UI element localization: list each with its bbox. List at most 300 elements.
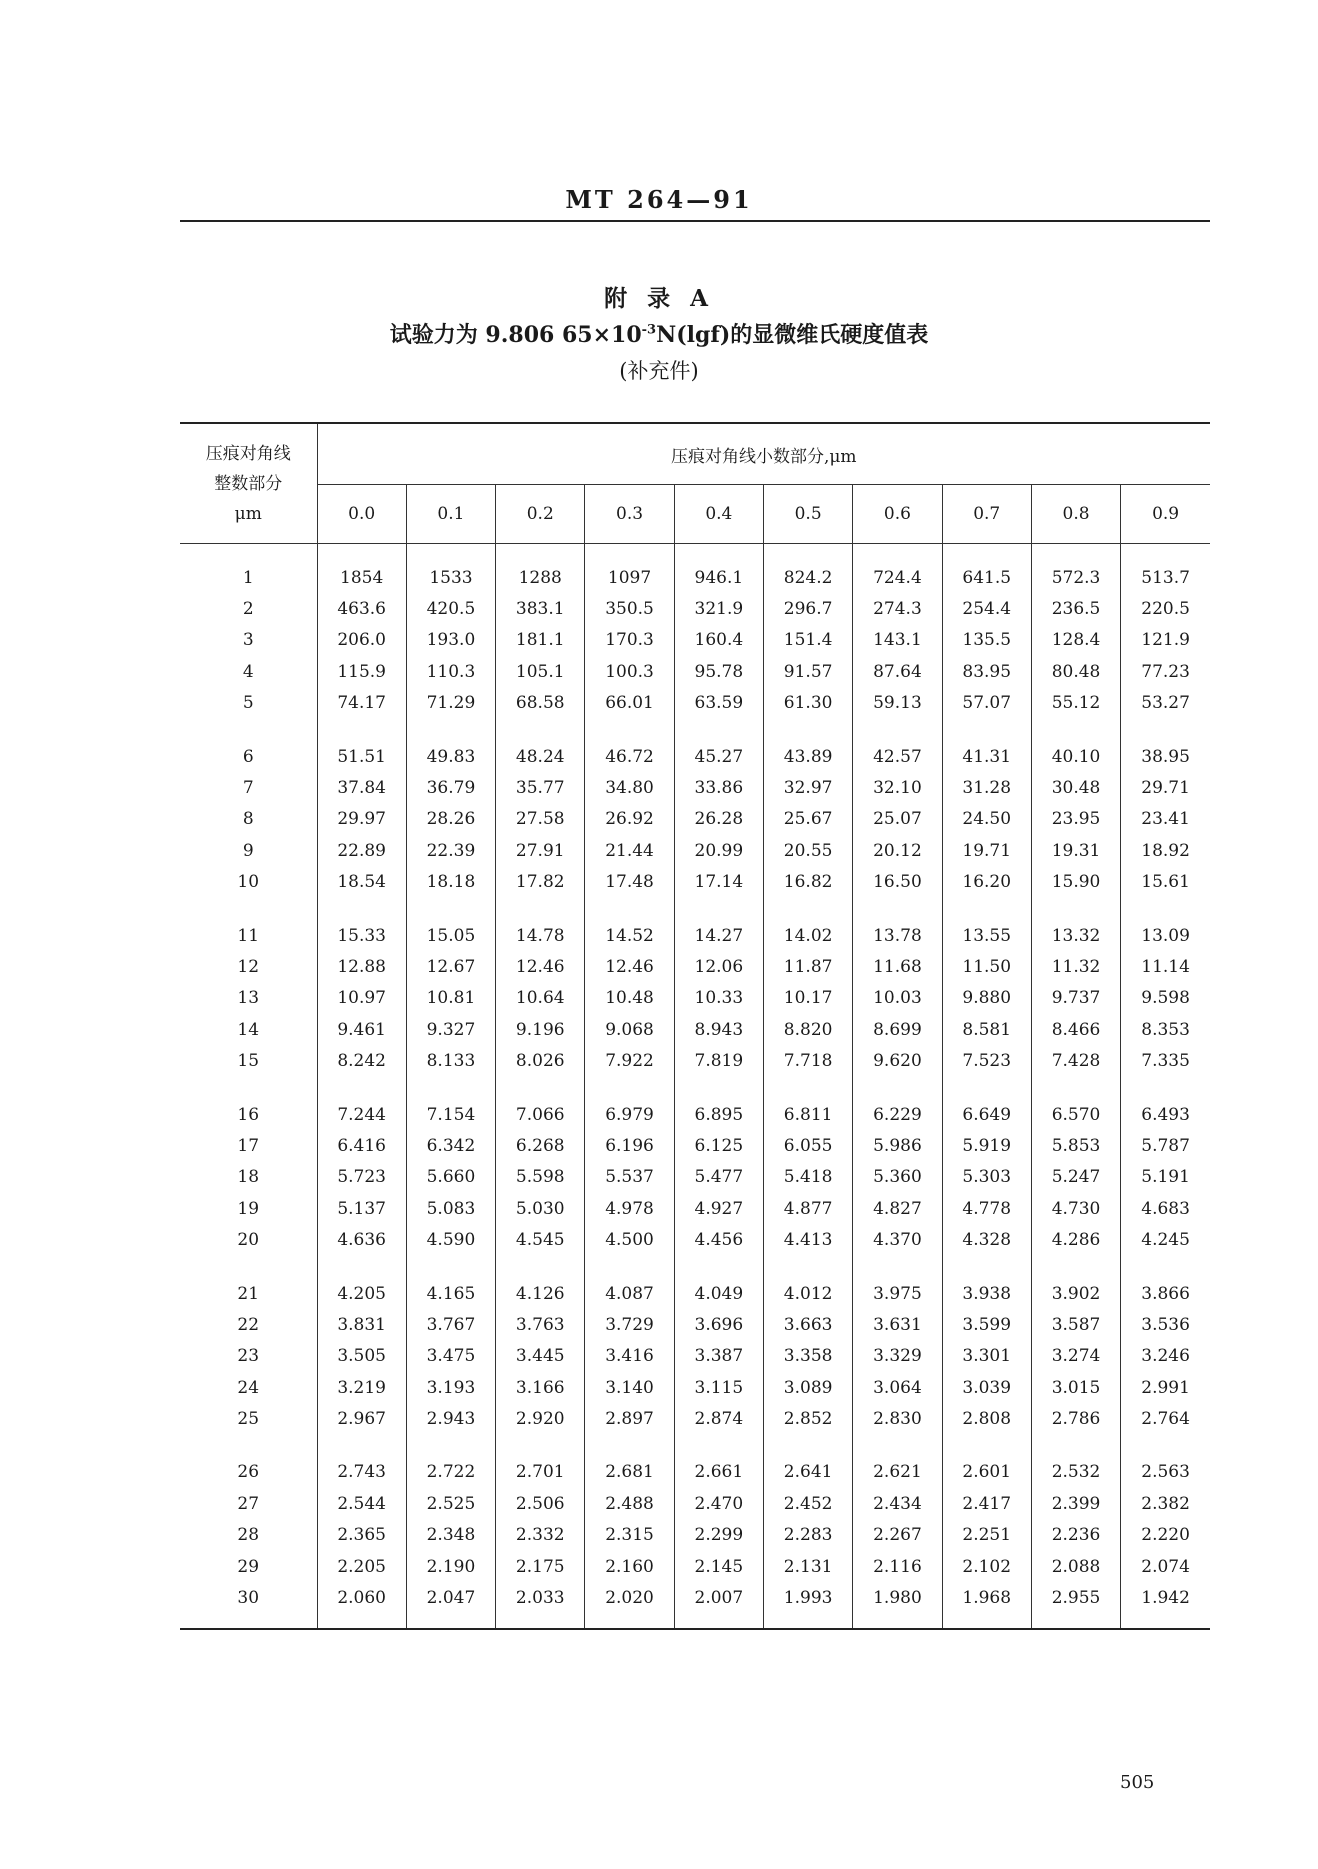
row-label: 13: [180, 983, 317, 1014]
spacer-cell: [180, 719, 317, 741]
row-label: 10: [180, 867, 317, 898]
table-cell: 3.301: [942, 1341, 1031, 1372]
table-cell: 18.54: [317, 867, 406, 898]
row-label: 5: [180, 688, 317, 719]
table-cell: 2.365: [317, 1520, 406, 1551]
table-cell: 572.3: [1031, 544, 1120, 594]
row-header-line: 整数部分: [214, 473, 283, 494]
spacer-cell: [853, 898, 942, 920]
table-row: [180, 951, 1210, 982]
row-label: 15: [180, 1045, 317, 1076]
table-cell: 7.428: [1031, 1045, 1120, 1076]
table-cell: 3.902: [1031, 1278, 1120, 1309]
table-cell: 48.24: [496, 741, 585, 772]
table-cell: 22.39: [406, 835, 495, 866]
table-cell: 15.05: [406, 920, 495, 951]
table-cell: 2.563: [1141, 1462, 1190, 1483]
table-cell: 2.621: [853, 1457, 942, 1488]
spacer-cell: [674, 1077, 763, 1099]
table-cell: 1854: [317, 544, 406, 594]
table-cell: 4.927: [674, 1193, 763, 1224]
table-cell: 2.470: [674, 1488, 763, 1519]
table-cell: 6.979: [585, 1099, 674, 1130]
table-cell: 1.942: [1141, 1588, 1190, 1609]
table-cell: 11.50: [942, 951, 1031, 982]
table-cell: 4.165: [406, 1278, 495, 1309]
table-cell: 2.991: [1141, 1377, 1190, 1398]
table-cell: 2.897: [585, 1403, 674, 1434]
table-cell: 3.193: [406, 1372, 495, 1403]
table-cell: 17.14: [674, 867, 763, 898]
table-cell: 9.461: [317, 1014, 406, 1045]
table-cell: 2.544: [317, 1488, 406, 1519]
spacer-cell: [1031, 1256, 1120, 1278]
table-cell: 45.27: [674, 741, 763, 772]
table-cell: 49.83: [406, 741, 495, 772]
table-cell: 3.166: [496, 1372, 585, 1403]
table-cell: 17.82: [496, 867, 585, 898]
table-cell: 40.10: [1031, 741, 1120, 772]
table-cell: 220.5: [1141, 599, 1190, 620]
spacer-cell: [406, 1435, 495, 1457]
table-cell: 27.58: [496, 804, 585, 835]
table-cell: 1.968: [942, 1582, 1031, 1628]
table-cell: 13.32: [1031, 920, 1120, 951]
spacer-cell: [406, 1256, 495, 1278]
row-label: 28: [180, 1520, 317, 1551]
table-cell: 4.730: [1031, 1193, 1120, 1224]
table-cell: 128.4: [1031, 625, 1120, 656]
table-cell: 8.699: [853, 1014, 942, 1045]
table-cell: 18.92: [1141, 840, 1190, 861]
table-cell: 3.219: [317, 1372, 406, 1403]
table-cell: 2.417: [942, 1488, 1031, 1519]
table-cell: 55.12: [1031, 688, 1120, 719]
header-rule: [180, 220, 1210, 222]
table-cell: 15.90: [1031, 867, 1120, 898]
table-cell: 2.348: [406, 1520, 495, 1551]
table-cell: 383.1: [496, 593, 585, 624]
row-label: 18: [180, 1162, 317, 1193]
row-label: 21: [180, 1278, 317, 1309]
table-cell: 10.17: [763, 983, 852, 1014]
spacer-cell: [585, 719, 674, 741]
table-cell: 110.3: [406, 656, 495, 687]
spacer-cell: [317, 719, 406, 741]
table-cell: 6.416: [317, 1130, 406, 1161]
row-label: 7: [180, 772, 317, 803]
table-cell: 4.778: [942, 1193, 1031, 1224]
table-cell: 4.049: [674, 1278, 763, 1309]
table-cell: 160.4: [674, 625, 763, 656]
spacer-cell: [317, 898, 406, 920]
table-cell: 11.87: [763, 951, 852, 982]
table-cell: 30.48: [1031, 772, 1120, 803]
table-cell: 5.360: [853, 1162, 942, 1193]
table-cell: 6.055: [763, 1130, 852, 1161]
table-cell: 7.244: [317, 1099, 406, 1130]
spacer-cell: [585, 1256, 674, 1278]
spacer-cell: [853, 719, 942, 741]
spacer-cell: [853, 1256, 942, 1278]
table-row: [180, 983, 1210, 1014]
table-row: [180, 1403, 1210, 1434]
table-cell: 21.44: [585, 835, 674, 866]
spacer-cell: [496, 1435, 585, 1457]
spacer-cell: [763, 1435, 852, 1457]
table-cell: 13.09: [1141, 925, 1190, 946]
table-row: [180, 741, 1210, 772]
spacer-cell: [180, 1077, 317, 1099]
table-cell: 24.50: [942, 804, 1031, 835]
table-row: [180, 1162, 1210, 1193]
table-cell: 53.27: [1141, 693, 1190, 714]
table-cell: 19.31: [1031, 835, 1120, 866]
table-cell: 3.039: [942, 1372, 1031, 1403]
row-label: 9: [180, 835, 317, 866]
row-label: 27: [180, 1488, 317, 1519]
table-cell: 2.532: [1031, 1457, 1120, 1488]
table-row: [180, 625, 1210, 656]
table-cell: 193.0: [406, 625, 495, 656]
table-cell: 236.5: [1031, 593, 1120, 624]
table-cell: 2.332: [496, 1520, 585, 1551]
table-cell: 13.78: [853, 920, 942, 951]
table-cell: 14.52: [585, 920, 674, 951]
table-cell: 2.830: [853, 1403, 942, 1434]
table-cell: 206.0: [317, 625, 406, 656]
spacer-cell: [406, 1077, 495, 1099]
table-cell: 3.475: [406, 1341, 495, 1372]
table-cell: 20.12: [853, 835, 942, 866]
table-cell: 420.5: [406, 593, 495, 624]
table-cell: 5.303: [942, 1162, 1031, 1193]
table-cell: 7.922: [585, 1045, 674, 1076]
table-cell: 16.50: [853, 867, 942, 898]
row-group-spacer: [180, 1435, 1210, 1457]
table-cell: 4.683: [1141, 1198, 1190, 1219]
table-cell: 6.895: [674, 1099, 763, 1130]
spacer-cell: [942, 1435, 1031, 1457]
table-cell: 3.015: [1031, 1372, 1120, 1403]
row-label: 23: [180, 1341, 317, 1372]
table-cell: 5.418: [763, 1162, 852, 1193]
table-cell: 12.88: [317, 951, 406, 982]
row-group-spacer: [180, 898, 1210, 920]
table-cell: 3.729: [585, 1309, 674, 1340]
table-cell: 38.95: [1141, 746, 1190, 767]
table-cell: 2.382: [1141, 1493, 1190, 1514]
table-cell: 4.545: [496, 1224, 585, 1255]
table-cell: 2.722: [406, 1457, 495, 1488]
spacer-cell: [853, 1077, 942, 1099]
spacer-cell: [585, 1435, 674, 1457]
table-cell: 3.831: [317, 1309, 406, 1340]
table-row: [180, 1014, 1210, 1045]
table-cell: 2.131: [763, 1551, 852, 1582]
table-cell: 2.525: [406, 1488, 495, 1519]
spacer-cell: [942, 719, 1031, 741]
column-header: 0.4: [674, 485, 763, 544]
table-cell: 6.570: [1031, 1099, 1120, 1130]
spacer-cell: [942, 898, 1031, 920]
table-row: [180, 1045, 1210, 1076]
table-cell: 12.06: [674, 951, 763, 982]
table-cell: 28.26: [406, 804, 495, 835]
table-cell: 2.145: [674, 1551, 763, 1582]
table-cell: 3.416: [585, 1341, 674, 1372]
spacer-cell: [180, 1435, 317, 1457]
row-label: 24: [180, 1372, 317, 1403]
spacer-cell: [763, 1077, 852, 1099]
table-cell: 5.537: [585, 1162, 674, 1193]
table-cell: 6.268: [496, 1130, 585, 1161]
column-header: 0.8: [1031, 485, 1120, 544]
table-cell: 350.5: [585, 593, 674, 624]
table-row: [180, 772, 1210, 803]
table-cell: 42.57: [853, 741, 942, 772]
table-cell: 10.33: [674, 983, 763, 1014]
spacer-cell: [674, 898, 763, 920]
table-cell: 3.387: [674, 1341, 763, 1372]
table-cell: 4.413: [763, 1224, 852, 1255]
table-row: [180, 1224, 1210, 1255]
table-cell: 6.342: [406, 1130, 495, 1161]
table-cell: 22.89: [317, 835, 406, 866]
table-cell: 9.737: [1031, 983, 1120, 1014]
table-cell: 2.020: [585, 1582, 674, 1628]
spacer-cell: [763, 719, 852, 741]
table-cell: 3.274: [1031, 1341, 1120, 1372]
table-cell: 724.4: [853, 544, 942, 594]
table-cell: 5.137: [317, 1193, 406, 1224]
table-cell: 63.59: [674, 688, 763, 719]
spacer-cell: [1121, 1435, 1210, 1457]
table-title-exponent: -3: [641, 322, 657, 338]
table-cell: 3.767: [406, 1309, 495, 1340]
table-cell: 296.7: [763, 593, 852, 624]
table-cell: 2.641: [763, 1457, 852, 1488]
table-cell: 2.060: [317, 1582, 406, 1628]
table-cell: 1097: [585, 544, 674, 594]
table-cell: 4.827: [853, 1193, 942, 1224]
table-cell: 8.820: [763, 1014, 852, 1045]
spacer-cell: [674, 1256, 763, 1278]
table-cell: 5.853: [1031, 1130, 1120, 1161]
table-cell: 2.874: [674, 1403, 763, 1434]
table-cell: 1.993: [763, 1582, 852, 1628]
table-row: [180, 1457, 1210, 1488]
column-header: 0.6: [853, 485, 942, 544]
table-cell: 87.64: [853, 656, 942, 687]
table-cell: 7.335: [1141, 1051, 1190, 1072]
table-cell: 2.661: [674, 1457, 763, 1488]
table-cell: 2.452: [763, 1488, 852, 1519]
row-header-line: 压痕对角线: [205, 443, 291, 464]
table-cell: 4.205: [317, 1278, 406, 1309]
table-cell: 13.55: [942, 920, 1031, 951]
table-row: [180, 920, 1210, 951]
table-row: [180, 1551, 1210, 1582]
table-cell: 4.456: [674, 1224, 763, 1255]
table-row: [180, 688, 1210, 719]
table-row: [180, 1193, 1210, 1224]
row-label: 1: [180, 544, 317, 594]
table-cell: 121.9: [1141, 630, 1190, 651]
table-cell: 3.505: [317, 1341, 406, 1372]
table-cell: 7.523: [942, 1045, 1031, 1076]
table-cell: 11.32: [1031, 951, 1120, 982]
table-cell: 9.196: [496, 1014, 585, 1045]
table-cell: 4.636: [317, 1224, 406, 1255]
table-cell: 8.943: [674, 1014, 763, 1045]
column-header: 0.3: [585, 485, 674, 544]
table-cell: 2.943: [406, 1403, 495, 1434]
table-cell: 66.01: [585, 688, 674, 719]
table-row: [180, 1278, 1210, 1309]
table-cell: 2.506: [496, 1488, 585, 1519]
table-cell: 9.880: [942, 983, 1031, 1014]
table-cell: 5.477: [674, 1162, 763, 1193]
spacer-cell: [585, 898, 674, 920]
table-cell: 3.329: [853, 1341, 942, 1372]
table-cell: 59.13: [853, 688, 942, 719]
table-cell: 23.95: [1031, 804, 1120, 835]
spacer-cell: [674, 719, 763, 741]
table-cell: 2.920: [496, 1403, 585, 1434]
column-header: 0.7: [942, 485, 1031, 544]
row-label: 12: [180, 951, 317, 982]
table-cell: 3.536: [1141, 1314, 1190, 1335]
table-row: [180, 1488, 1210, 1519]
table-row: [180, 656, 1210, 687]
spacer-cell: [942, 1256, 1031, 1278]
table-cell: 25.07: [853, 804, 942, 835]
table-cell: 11.14: [1141, 956, 1190, 977]
row-label: 26: [180, 1457, 317, 1488]
table-cell: 824.2: [763, 544, 852, 594]
table-cell: 2.743: [317, 1457, 406, 1488]
spacer-cell: [674, 1435, 763, 1457]
table-cell: 10.64: [496, 983, 585, 1014]
table-cell: 9.620: [853, 1045, 942, 1076]
row-group-spacer: [180, 719, 1210, 741]
table-cell: 80.48: [1031, 656, 1120, 687]
table-cell: 100.3: [585, 656, 674, 687]
table-cell: 5.083: [406, 1193, 495, 1224]
table-cell: 8.026: [496, 1045, 585, 1076]
table-cell: 1.980: [853, 1582, 942, 1628]
table-cell: 3.663: [763, 1309, 852, 1340]
table-cell: 2.299: [674, 1520, 763, 1551]
spacer-cell: [1031, 1435, 1120, 1457]
table-cell: 3.064: [853, 1372, 942, 1403]
table-cell: 3.246: [1141, 1346, 1190, 1367]
table-cell: 105.1: [496, 656, 585, 687]
spacer-cell: [496, 1077, 585, 1099]
table-cell: 35.77: [496, 772, 585, 803]
row-label: 8: [180, 804, 317, 835]
table-cell: 1288: [496, 544, 585, 594]
table-cell: 14.02: [763, 920, 852, 951]
table-cell: 74.17: [317, 688, 406, 719]
appendix-label: 附 录 A: [604, 285, 714, 312]
table-cell: 11.68: [853, 951, 942, 982]
table-cell: 3.599: [942, 1309, 1031, 1340]
table-cell: 3.631: [853, 1309, 942, 1340]
table-cell: 15.33: [317, 920, 406, 951]
hardness-table: [180, 422, 1210, 1630]
table-cell: 46.72: [585, 741, 674, 772]
spacer-cell: [496, 898, 585, 920]
table-cell: 26.92: [585, 804, 674, 835]
table-cell: 6.229: [853, 1099, 942, 1130]
table-row: [180, 1099, 1210, 1130]
table-cell: 7.154: [406, 1099, 495, 1130]
table-cell: 34.80: [585, 772, 674, 803]
table-cell: 5.986: [853, 1130, 942, 1161]
spacer-cell: [1121, 719, 1210, 741]
table-cell: 14.27: [674, 920, 763, 951]
row-label: 17: [180, 1130, 317, 1161]
table-cell: 5.030: [496, 1193, 585, 1224]
spacer-cell: [406, 719, 495, 741]
table-cell: 2.088: [1031, 1551, 1120, 1582]
table-cell: 2.160: [585, 1551, 674, 1582]
table-cell: 4.245: [1141, 1230, 1190, 1251]
row-label: 11: [180, 920, 317, 951]
spacer-cell: [1031, 719, 1120, 741]
row-header: [180, 423, 317, 544]
table-cell: 18.18: [406, 867, 495, 898]
table-cell: 3.866: [1141, 1283, 1190, 1304]
column-header: 0.9: [1121, 485, 1210, 544]
table-row: [180, 1309, 1210, 1340]
spacer-cell: [180, 898, 317, 920]
table-cell: 16.82: [763, 867, 852, 898]
table-cell: 2.488: [585, 1488, 674, 1519]
spacer-cell: [317, 1435, 406, 1457]
table-title-prefix: 试验力为 9.806 65×10: [389, 322, 642, 348]
table-cell: 8.353: [1141, 1019, 1190, 1040]
table-cell: 181.1: [496, 625, 585, 656]
table-cell: 2.033: [496, 1582, 585, 1628]
row-label: 25: [180, 1403, 317, 1434]
table-cell: 3.358: [763, 1341, 852, 1372]
table-cell: 4.328: [942, 1224, 1031, 1255]
table-cell: 4.978: [585, 1193, 674, 1224]
spacer-cell: [406, 898, 495, 920]
table-cell: 3.763: [496, 1309, 585, 1340]
table-cell: 2.701: [496, 1457, 585, 1488]
table-cell: 5.919: [942, 1130, 1031, 1161]
table-cell: 8.466: [1031, 1014, 1120, 1045]
table-cell: 6.649: [942, 1099, 1031, 1130]
table-cell: 641.5: [942, 544, 1031, 594]
table-cell: 2.764: [1141, 1409, 1190, 1430]
table-cell: 3.089: [763, 1372, 852, 1403]
table-title-suffix: N(lgf)的显微维氏硬度值表: [656, 322, 929, 348]
spacer-cell: [1031, 1077, 1120, 1099]
table-cell: 151.4: [763, 625, 852, 656]
table-cell: 31.28: [942, 772, 1031, 803]
table-cell: 4.087: [585, 1278, 674, 1309]
table-row: [180, 1372, 1210, 1403]
table-cell: 6.125: [674, 1130, 763, 1161]
table-cell: 6.811: [763, 1099, 852, 1130]
table-row: [180, 1130, 1210, 1161]
row-header-line: μm: [234, 503, 262, 524]
